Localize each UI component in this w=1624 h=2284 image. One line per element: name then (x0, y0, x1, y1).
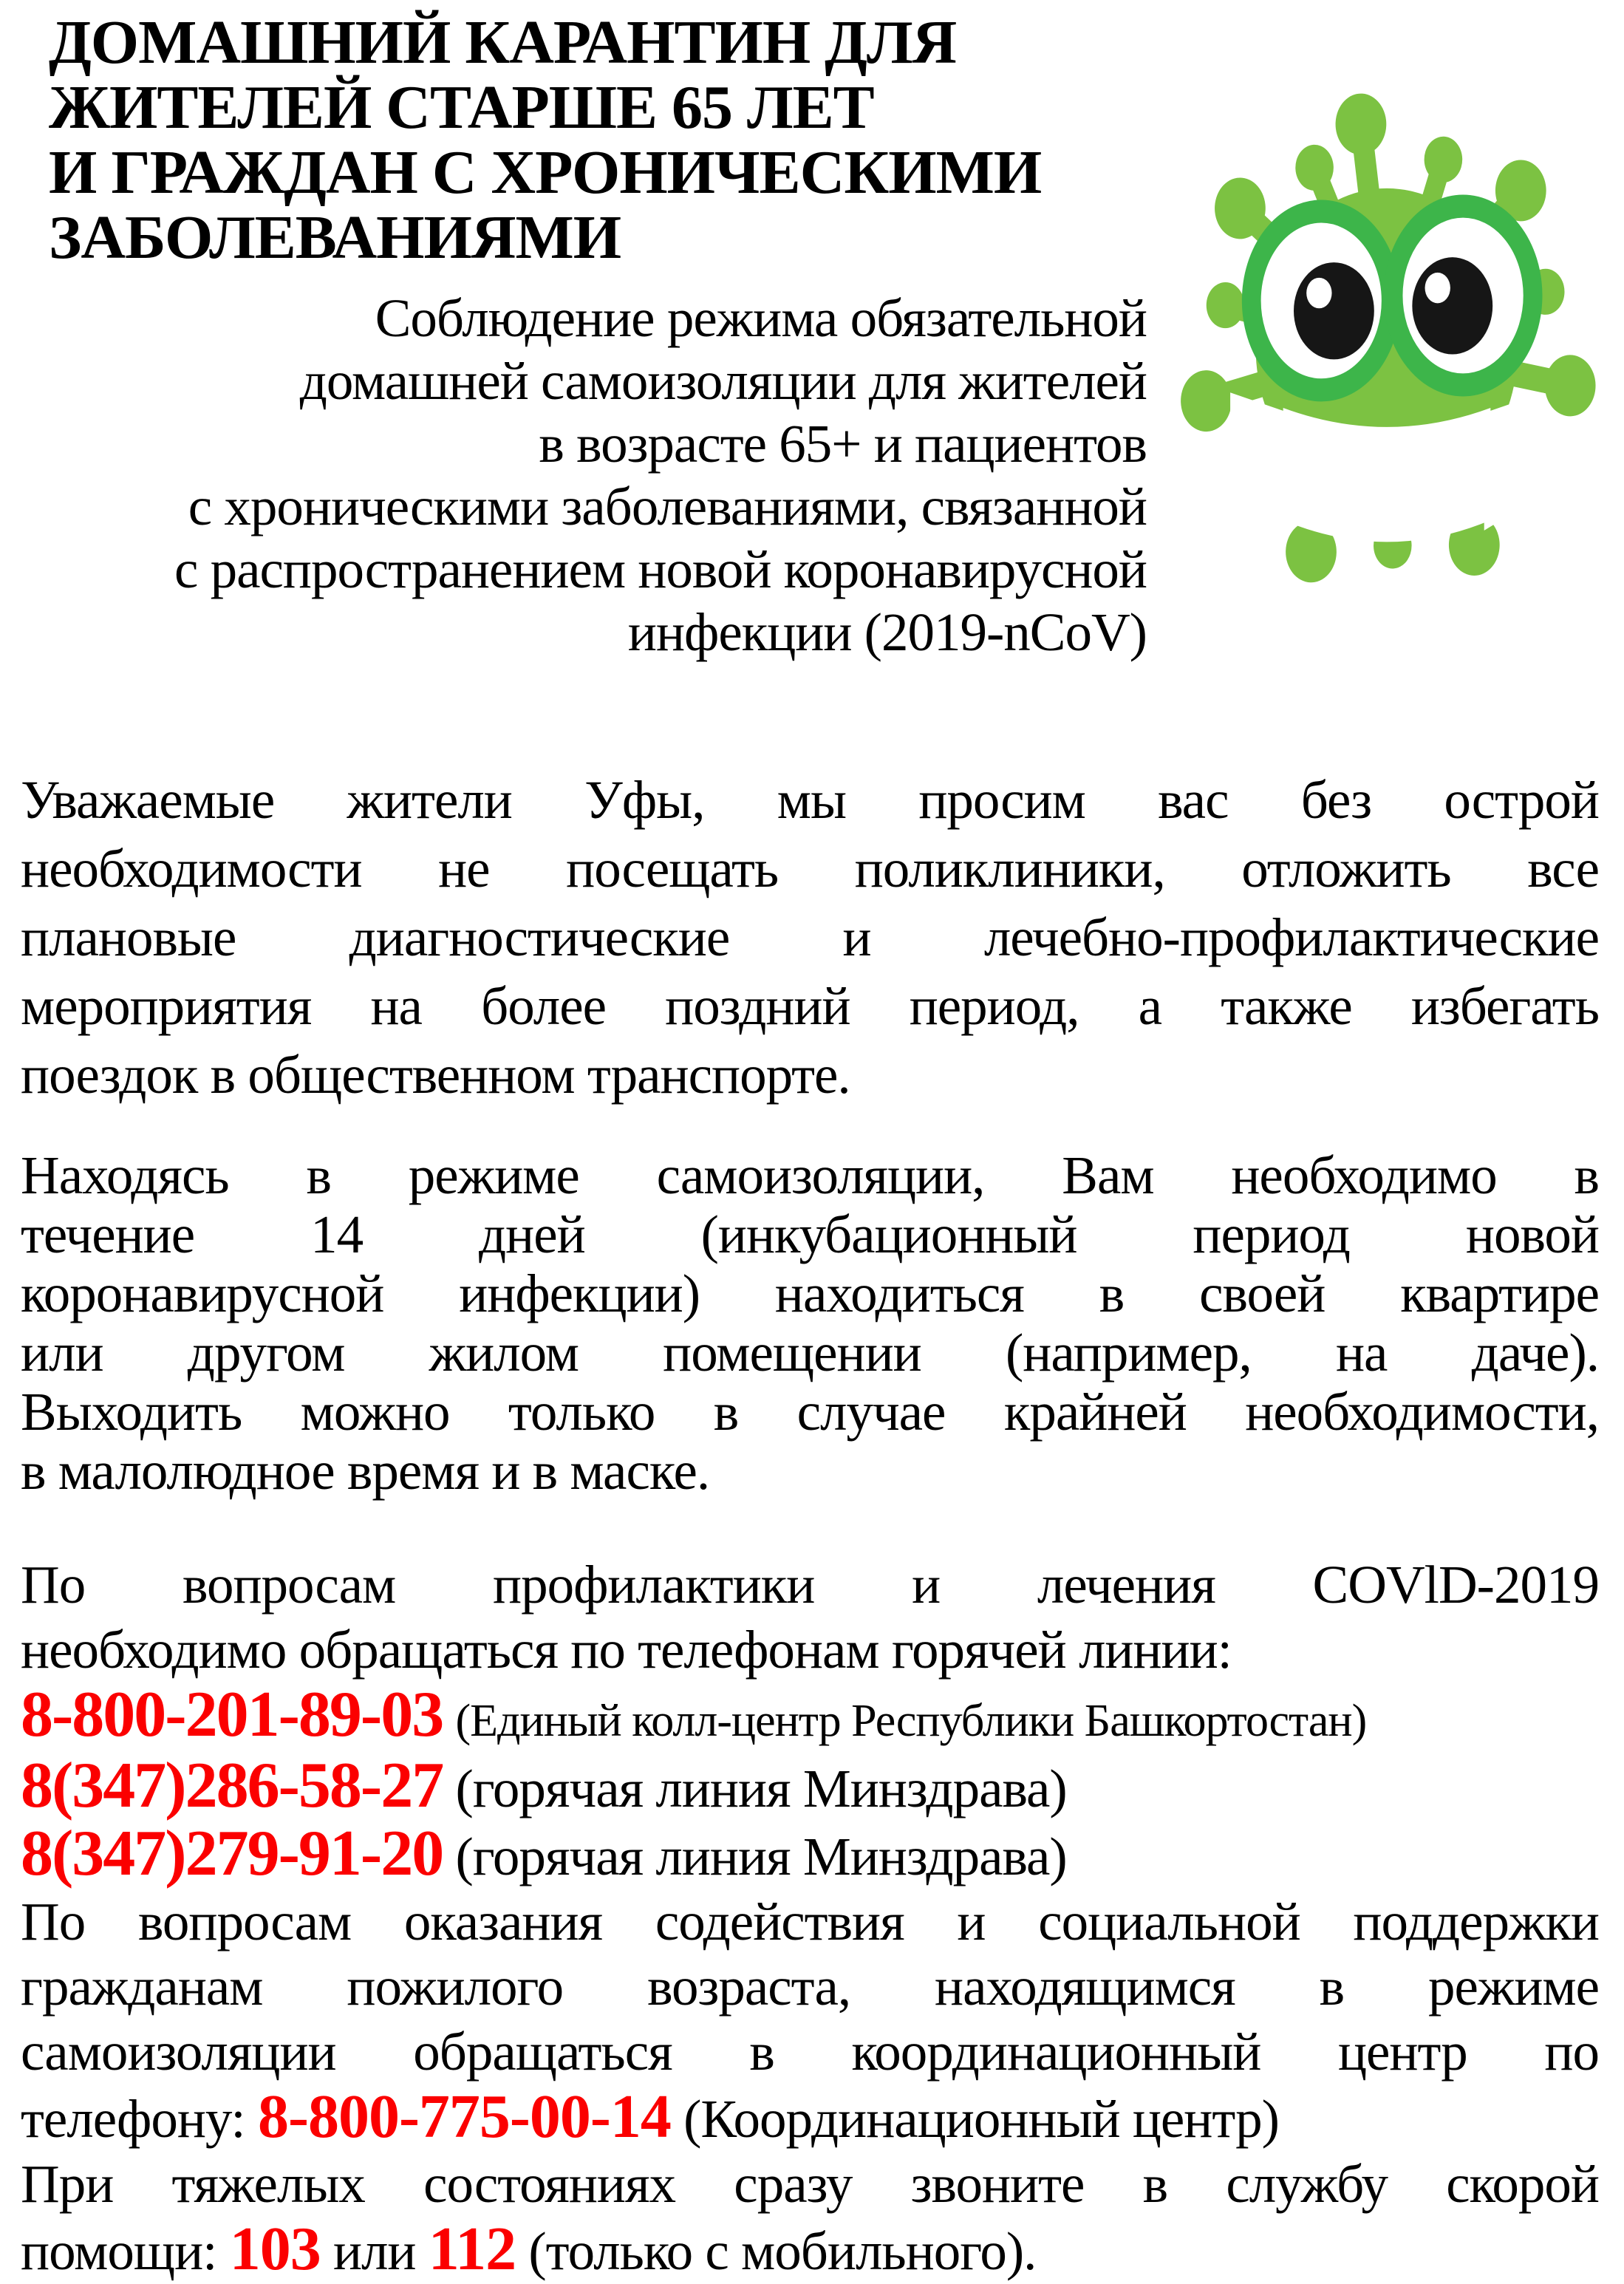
text-line (21, 1040, 1599, 1109)
text-segment: По вопросам оказания содействия и социальной поддержки (21, 1892, 1599, 1951)
text-segment: домашней самоизоляции для жителей (299, 351, 1147, 411)
right-eye-highlight (1425, 273, 1450, 303)
coordination-center-label: (Координационный центр) (670, 2089, 1279, 2149)
text-segment: плановые диагностические и лечебно-профилактические (21, 907, 1599, 967)
text-line (21, 1617, 1599, 1683)
text-line (0, 475, 1147, 538)
poster-subtitle (0, 287, 1147, 664)
coronavirus-mascot-image (1154, 71, 1620, 633)
text-segment: в малолюдное время и в маске. (21, 1441, 710, 1501)
hotline-number-minzdrav-2: 8(347)279-91-20 (21, 1818, 443, 1889)
text-segment (443, 1688, 455, 1748)
text-line (0, 601, 1147, 664)
text-segment: с хроническими заболеваниями, связанной (188, 477, 1147, 536)
text-segment: По вопросам профилактики и лечения COVlD-2019 (21, 1555, 1599, 1615)
hotline-label-call-center: (Единый колл-центр Республики Башкортостан) (455, 1696, 1367, 1746)
text-line (0, 287, 1147, 350)
text-segment: Выходить можно только в случае крайней необходимости, (21, 1382, 1599, 1442)
paragraph-isolation-rules (21, 1146, 1599, 1501)
text-line (21, 1818, 1599, 1889)
text-line (21, 1552, 1599, 1617)
text-line (49, 140, 1123, 205)
text-line (21, 1264, 1599, 1323)
text-line (21, 972, 1599, 1040)
emergency-number-112: 112 (428, 2215, 516, 2283)
poster-title (0, 0, 1123, 270)
emergency-note: (только с мобильного). (516, 2221, 1037, 2281)
left-eye-highlight (1306, 278, 1331, 308)
text-segment: поездок в общественном транспорте. (21, 1045, 850, 1105)
text-line (21, 2217, 1599, 2284)
text-segment: помощи: (21, 2221, 230, 2281)
text-line (21, 903, 1599, 972)
hotline-label-minzdrav-2: (горячая линия Минздрава) (443, 1827, 1067, 1886)
hotline-number-minzdrav-1: 8(347)286-58-27 (21, 1750, 443, 1821)
text-segment: инфекции (2019-nCoV) (627, 602, 1147, 662)
text-segment: необходимости не посещать поликлиники, отложить все (21, 839, 1599, 899)
text-line (21, 1889, 1599, 1954)
text-segment: И ГРАЖДАН С ХРОНИЧЕСКИМИ (49, 138, 1042, 207)
paragraph-appeal (21, 766, 1599, 1109)
text-segment: Уважаемые жители Уфы, мы просим вас без острой (21, 770, 1599, 830)
hotline-number-call-center: 8-800-201-89-03 (21, 1679, 443, 1751)
text-segment: ДОМАШНИЙ КАРАНТИН ДЛЯ (49, 8, 957, 77)
text-segment: ЖИТЕЛЕЙ СТАРШЕ 65 ЛЕТ (49, 73, 874, 142)
hotlines-and-support-block (21, 1552, 1599, 2284)
text-segment: необходимо обращаться по телефонам горячей линии: (21, 1620, 1232, 1680)
text-line (21, 2152, 1599, 2217)
text-line (21, 1750, 1599, 1821)
left-eye-pupil (1294, 262, 1374, 359)
text-segment: самоизоляции обращаться в координационный центр по (21, 2022, 1599, 2082)
text-line (21, 1323, 1599, 1383)
text-line (21, 2084, 1599, 2152)
text-segment: ЗАБОЛЕВАНИЯМИ (49, 203, 621, 272)
hotline-label-minzdrav-1: (горячая линия Минздрава) (443, 1759, 1067, 1818)
text-line (49, 75, 1123, 140)
text-line (0, 350, 1147, 412)
text-line (21, 1383, 1599, 1442)
text-segment: телефону: (21, 2089, 258, 2149)
text-line (49, 10, 1123, 75)
text-line (49, 205, 1123, 270)
coordination-center-number: 8-800-775-00-14 (257, 2082, 671, 2151)
text-segment: или (320, 2221, 429, 2281)
text-line (21, 1954, 1599, 2019)
text-segment: гражданам пожилого возраста, находящимся в режиме (21, 1957, 1599, 2017)
text-line (21, 834, 1599, 903)
text-segment: или другом жилом помещении (например, на даче). (21, 1323, 1599, 1383)
text-segment: Соблюдение режима обязательной (375, 288, 1147, 348)
text-line (21, 1442, 1599, 1501)
text-segment: Находясь в режиме самоизоляции, Вам необходимо в (21, 1145, 1599, 1205)
text-line (21, 2019, 1599, 2084)
emergency-number-103: 103 (229, 2215, 321, 2283)
text-line (21, 1146, 1599, 1205)
text-segment: в возрасте 65+ и пациентов (539, 414, 1147, 474)
text-segment: При тяжелых состояниях сразу звоните в службу скорой (21, 2154, 1599, 2214)
right-eye-pupil (1412, 257, 1492, 354)
text-segment: коронавирусной инфекции) находиться в своей квартире (21, 1264, 1599, 1323)
text-segment: с распространением новой коронавирусной (174, 539, 1147, 599)
text-line (21, 766, 1599, 834)
text-segment: течение 14 дней (инкубационный период новой (21, 1204, 1599, 1264)
text-line (21, 1679, 1599, 1753)
text-line (21, 1205, 1599, 1264)
text-line (0, 538, 1147, 601)
text-segment: мероприятия на более поздний период, а также избегать (21, 976, 1599, 1036)
text-line (0, 412, 1147, 475)
